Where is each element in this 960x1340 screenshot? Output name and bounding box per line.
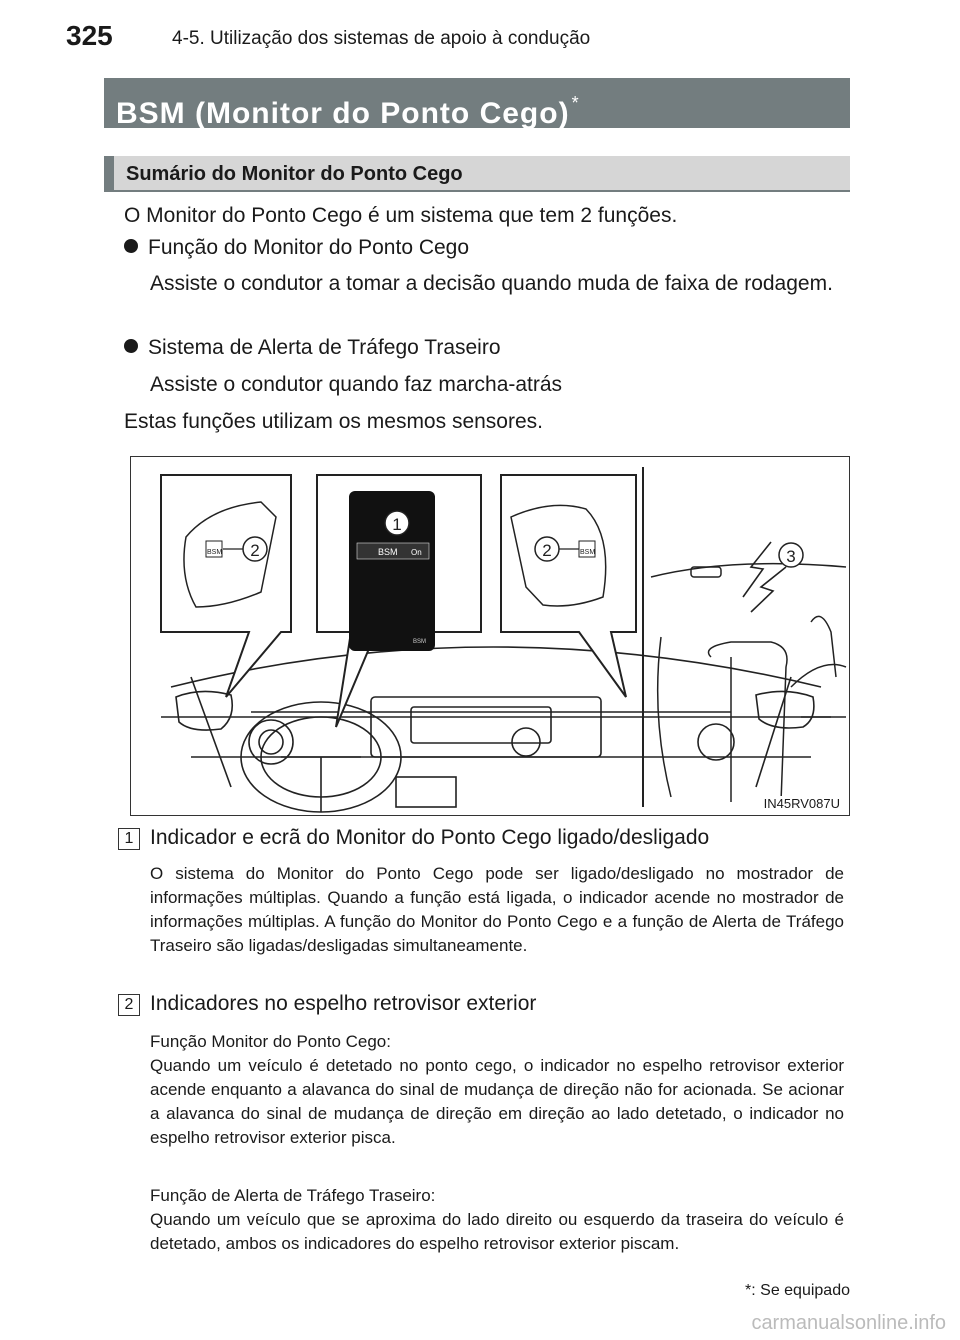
item-heading: Indicador e ecrã do Monitor do Ponto Cego ligado/desligado: [150, 826, 710, 849]
bsm-illustration: [130, 456, 850, 816]
equipped-mark: *: [571, 93, 580, 113]
section-heading: Sumário do Monitor do Ponto Cego: [104, 156, 850, 192]
intro-closing: Estas funções utilizam os mesmos sensores.: [124, 410, 543, 433]
item-heading: Indicadores no espelho retrovisor exterior: [150, 992, 537, 1015]
bullet-description: Assiste o condutor quando faz marcha-atrás: [150, 373, 563, 396]
callout-2-left: 2: [250, 541, 260, 560]
display-state-text: On: [411, 548, 422, 557]
callout-2-right: 2: [542, 541, 552, 560]
footnote-mark: *: [745, 1282, 752, 1299]
bullet-label: Sistema de Alerta de Tráfego Traseiro: [148, 336, 501, 359]
bullet-icon: [124, 339, 138, 353]
footnote-text: : Se equipado: [751, 1282, 850, 1299]
bsm-illustration-drawing: [131, 457, 850, 816]
bullet-label: Função do Monitor do Ponto Cego: [148, 236, 470, 259]
chapter-title: 4-5. Utilização dos sistemas de apoio à condução: [172, 28, 591, 49]
item-subheading: Função de Alerta de Tráfego Traseiro:: [150, 1186, 436, 1205]
callout-3: 3: [786, 547, 796, 566]
item-number-2: 2: [118, 994, 140, 1016]
watermark: carmanualsonline.info: [751, 1312, 946, 1334]
intro-lead: O Monitor do Ponto Cego é um sistema que tem 2 funções.: [124, 204, 678, 227]
bullet-item: [124, 232, 469, 264]
bullet-description: Assiste o condutor a tomar a decisão quando muda de faixa de rodagem.: [150, 272, 833, 295]
bullet-icon: [124, 239, 138, 253]
item-subheading: Função Monitor do Ponto Cego:: [150, 1032, 391, 1051]
display-bsm-text: BSM: [378, 547, 398, 557]
bullet-item: [124, 332, 501, 364]
item-body: Quando um veículo que se aproxima do lado direito ou esquerdo da traseira do veículo é detetado, ambos os indicadores do espelho retrovisor exterior piscam.: [150, 1210, 844, 1253]
item-body: O sistema do Monitor do Ponto Cego pode ser ligado/desligado no mostrador de informações múltiplas. Quando a função está ligada, o indicador acende no mostrador de informações múltiplas. A função do Monitor do Ponto Cego e a função de Alerta de Tráfego Traseiro são ligadas/desligadas simultaneamente.: [150, 864, 844, 955]
page-title: BSM (Monitor do Ponto Cego): [116, 97, 570, 130]
display-footer-text: BSM: [413, 639, 427, 645]
figure-code: IN45RV087U: [761, 796, 843, 811]
mirror-indicator-label-right: BSM: [580, 549, 596, 556]
page-number: 325: [66, 20, 113, 51]
footnote: [745, 1282, 850, 1300]
page-title-bar: [104, 78, 850, 128]
item-body: Quando um veículo é detetado no ponto cego, o indicador no espelho retrovisor exterior acende enquanto a alavanca do sinal de mudança de direção não for acionada. Se acionar a alavanca do sinal de mudança de direção em direção ao lado detetado, o indicador no espelho retrovisor exterior pisca.: [150, 1056, 844, 1147]
callout-1: 1: [392, 515, 402, 534]
item-number-1: 1: [118, 828, 140, 850]
mirror-indicator-label-left: BSM: [207, 549, 223, 556]
